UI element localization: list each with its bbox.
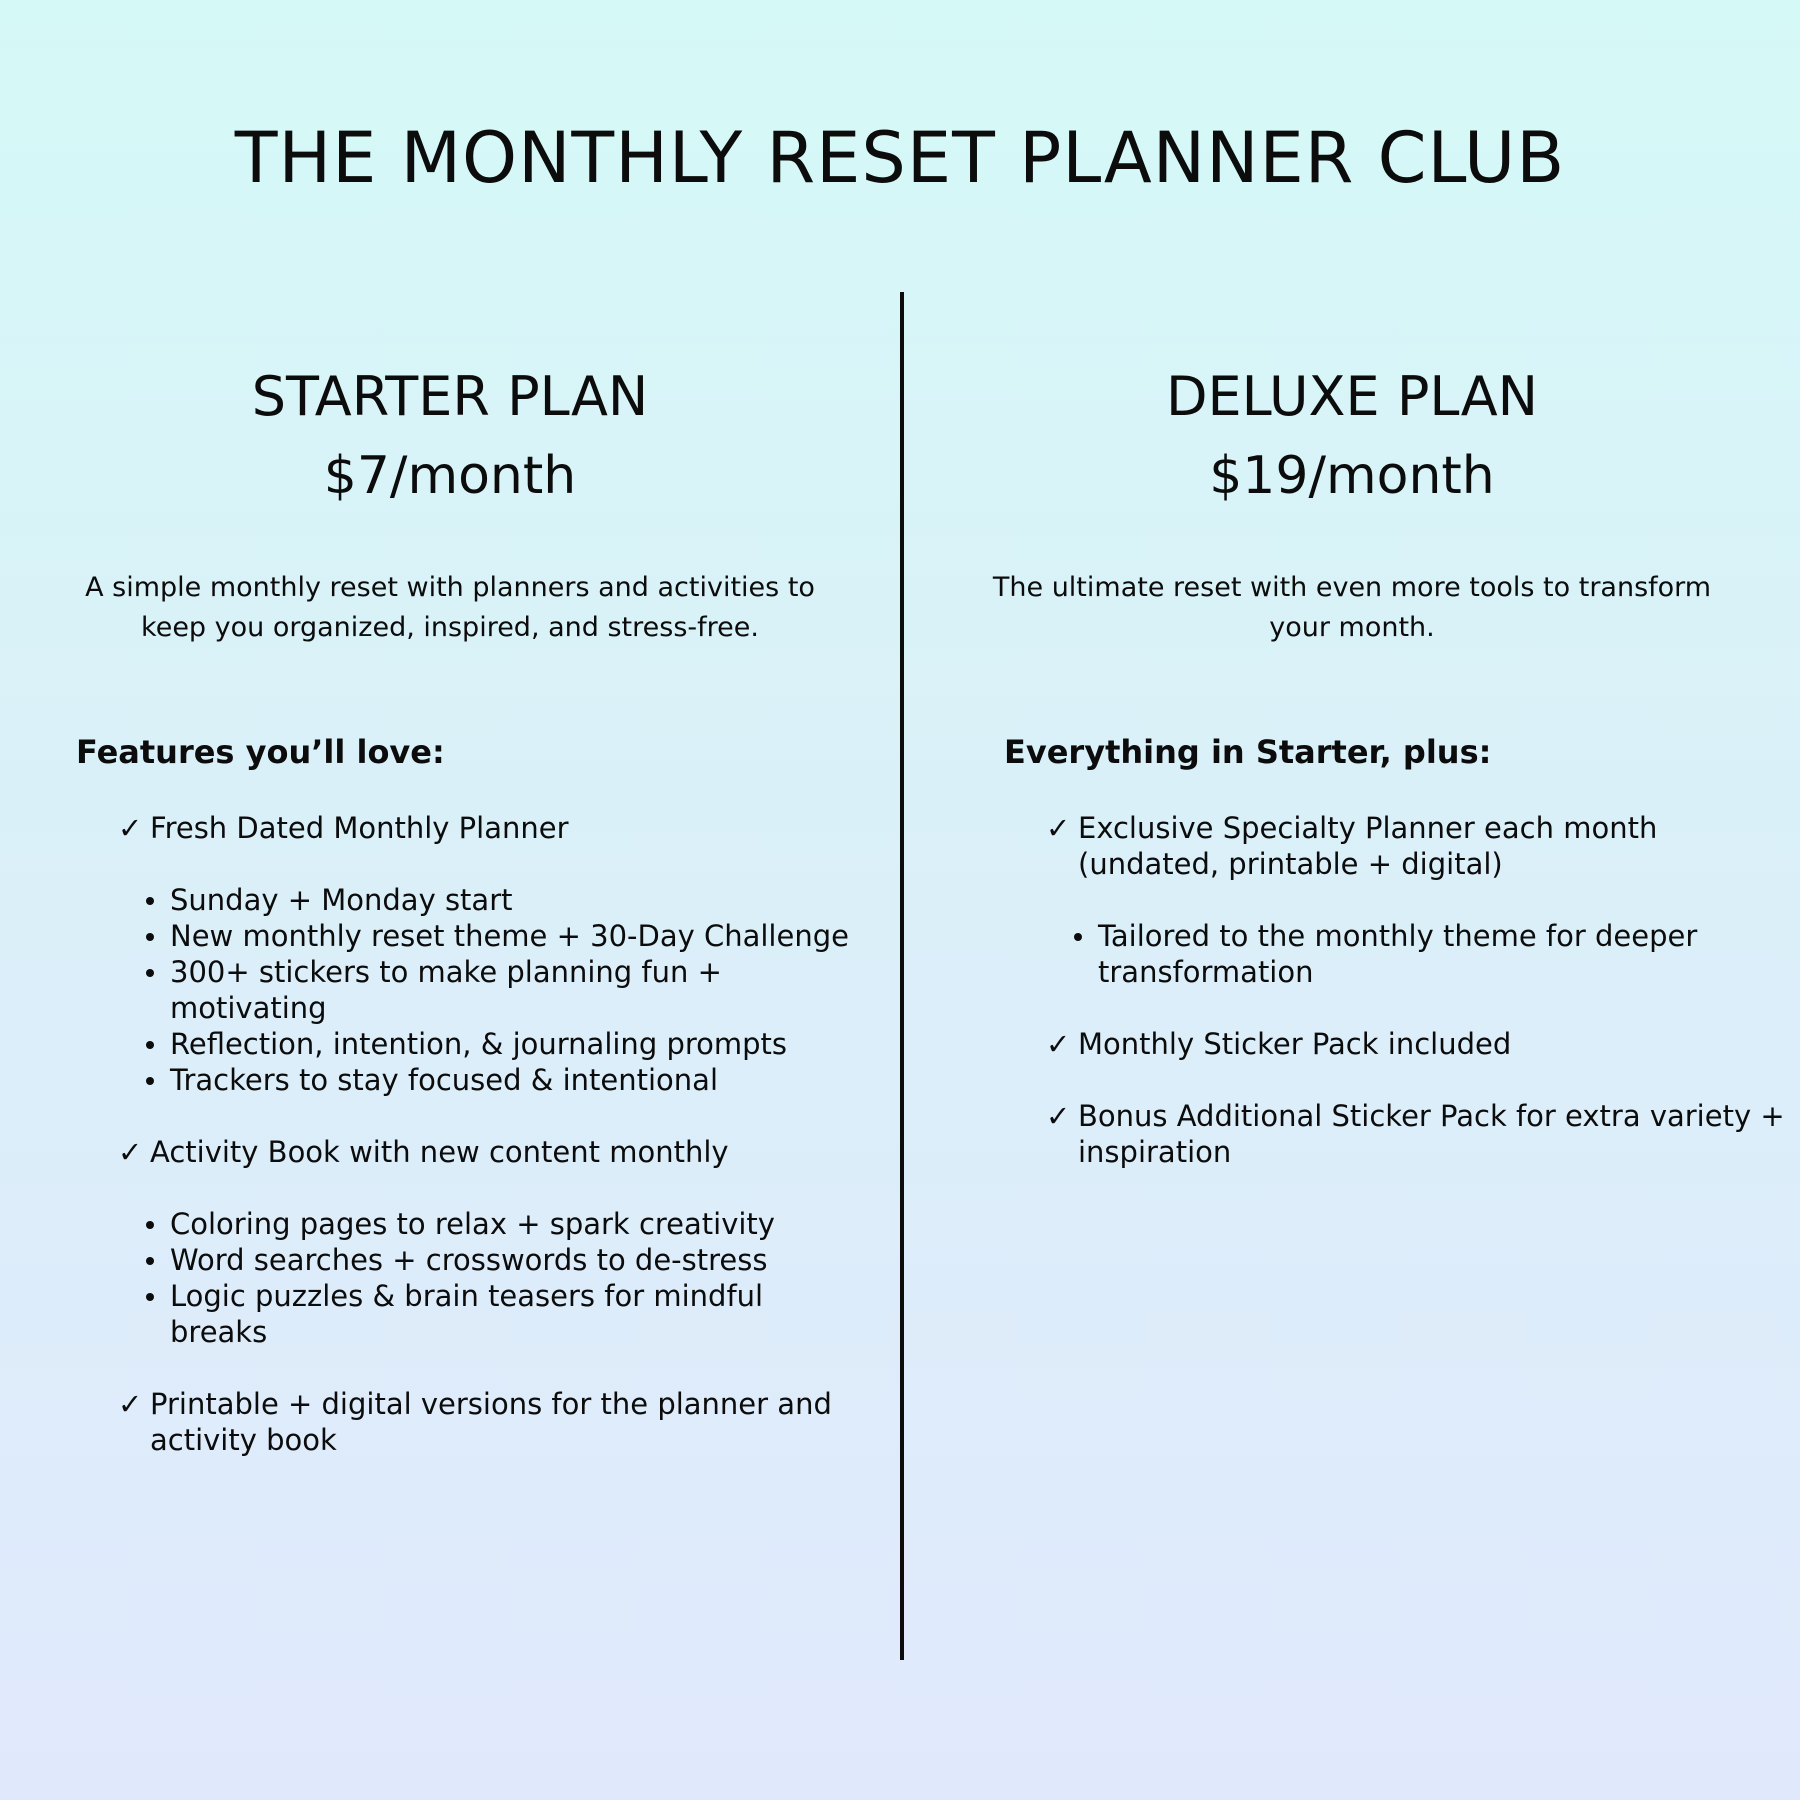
sub-feature-item — [170, 918, 858, 954]
feature-text: Exclusive Specialty Planner each month (undated, printable + digital) — [1078, 811, 1658, 881]
feature-text: Activity Book with new content monthly — [150, 1135, 729, 1169]
sub-feature-text: Reflection, intention, & journaling prompts — [170, 1027, 788, 1061]
bullet-icon — [146, 933, 154, 941]
sub-feature-text: Coloring pages to relax + spark creativity — [170, 1207, 775, 1241]
sub-feature-item — [1098, 918, 1786, 990]
check-icon: ✓ — [118, 811, 143, 845]
sub-feature-list — [1046, 918, 1786, 990]
feature-list — [118, 810, 858, 1494]
sub-feature-item — [170, 1278, 858, 1350]
plan-description: The ultimate reset with even more tools to transform your month. — [992, 572, 1712, 643]
check-icon: ✓ — [1046, 1027, 1071, 1061]
feature-text: Monthly Sticker Pack included — [1078, 1027, 1512, 1061]
sub-feature-text: Word searches + crosswords to de-stress — [170, 1243, 768, 1277]
bullet-icon — [146, 1041, 154, 1049]
sub-feature-list — [118, 882, 858, 1098]
feature-item — [118, 810, 858, 1098]
plan-description: A simple monthly reset with planners and activities to keep you organized, inspired, and stress-free. — [85, 572, 815, 643]
check-icon: ✓ — [118, 1135, 143, 1169]
sub-feature-item — [170, 1206, 858, 1242]
bullet-icon — [146, 1257, 154, 1265]
page-title: THE MONTHLY RESET PLANNER CLUB — [234, 117, 1566, 199]
feature-item — [1046, 1098, 1786, 1170]
bullet-icon — [1074, 933, 1082, 941]
feature-item — [118, 1134, 858, 1350]
sub-feature-text: New monthly reset theme + 30-Day Challenge — [170, 919, 849, 953]
check-icon: ✓ — [1046, 1099, 1071, 1133]
bullet-icon — [146, 1077, 154, 1085]
bullet-icon — [146, 1293, 154, 1301]
features-heading: Everything in Starter, plus: — [1004, 733, 1492, 771]
sub-feature-item — [170, 1062, 858, 1098]
check-icon: ✓ — [1046, 811, 1071, 845]
sub-feature-text: 300+ stickers to make planning fun + motivating — [170, 955, 722, 1025]
feature-text: Fresh Dated Monthly Planner — [150, 811, 569, 845]
sub-feature-item — [170, 882, 858, 918]
plan-name: DELUXE PLAN — [1165, 365, 1539, 428]
sub-feature-text: Tailored to the monthly theme for deeper transformation — [1098, 919, 1698, 989]
feature-text: Bonus Additional Sticker Pack for extra variety + inspiration — [1078, 1099, 1785, 1169]
bullet-icon — [146, 897, 154, 905]
check-icon: ✓ — [118, 1387, 143, 1421]
sub-feature-text: Trackers to stay focused & intentional — [170, 1063, 718, 1097]
plan-name: STARTER PLAN — [251, 365, 649, 428]
sub-feature-item — [170, 954, 858, 1026]
sub-feature-text: Sunday + Monday start — [170, 883, 513, 917]
plan-price: $7/month — [323, 446, 577, 506]
bullet-icon — [146, 1221, 154, 1229]
sub-feature-text: Logic puzzles & brain teasers for mindful breaks — [170, 1279, 764, 1349]
sub-feature-item — [170, 1242, 858, 1278]
feature-list — [1046, 810, 1786, 1206]
bullet-icon — [146, 969, 154, 977]
plan-price: $19/month — [1209, 446, 1495, 506]
sub-feature-list — [118, 1206, 858, 1350]
feature-item — [1046, 1026, 1786, 1062]
feature-item — [1046, 810, 1786, 990]
features-heading: Features you’ll love: — [76, 733, 445, 771]
feature-item — [118, 1386, 858, 1458]
sub-feature-item — [170, 1026, 858, 1062]
feature-text: Printable + digital versions for the planner and activity book — [150, 1387, 832, 1457]
